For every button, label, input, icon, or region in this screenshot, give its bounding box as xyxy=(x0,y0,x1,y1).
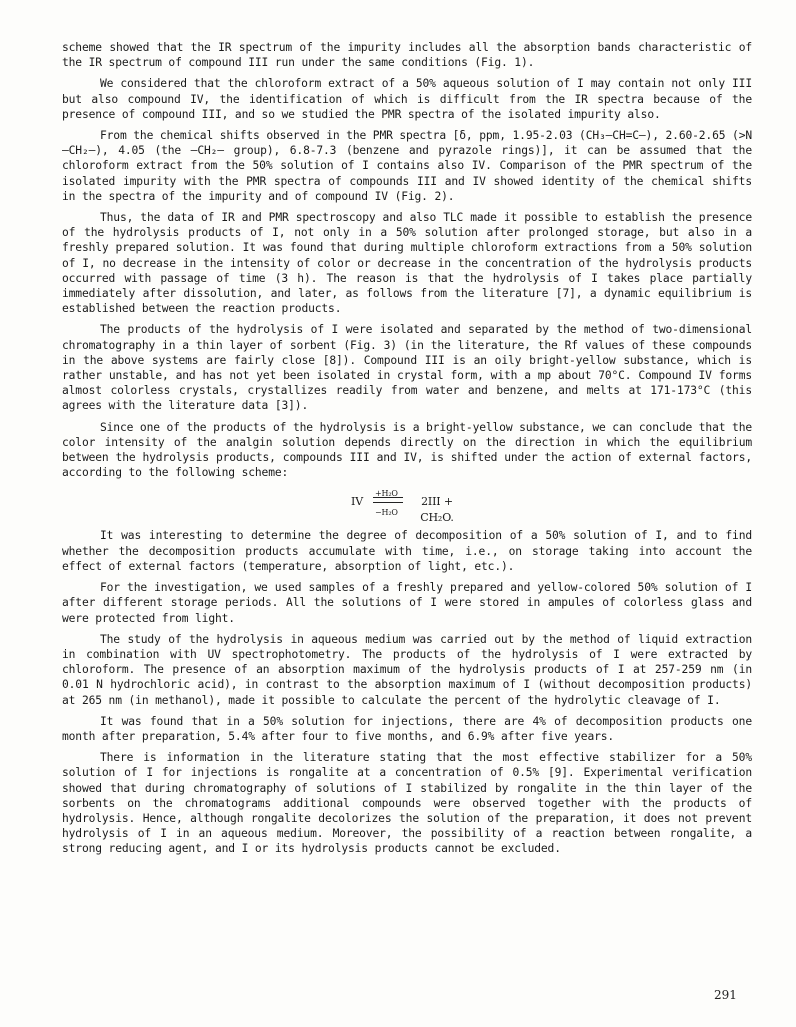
paragraph: Since one of the products of the hydrolysis is a bright-yellow substance, we can conclude that the color intensity of the analgin solution depends directly on the direction in which the equilibrium between the hydrolysis products, compounds III and IV, is shifted under the action of external factors, according to the following scheme: xyxy=(62,420,752,480)
paragraph: We considered that the chloroform extract of a 50% aqueous solution of I may contain not only III but also compound IV, the identification of which is difficult from the IR spectra because of the presence of compound III, and so we studied the PMR spectra of the isolated impurity also. xyxy=(62,77,752,121)
paragraph: There is information in the literature stating that the most effective stabilizer for a 50% solution of I for injections is rongalite at a concentration of 0.5% [9]. Experimental verification showed that during chromatography of solutions of I stabilized by rongalite in the thin layer of the sorbents on the chromatograms additional compounds were observed together with the products of hydrolysis. Hence, although rongalite decolorizes the solution of the preparation, it does not prevent hydrolysis of I in an aqueous medium. Moreover, the possibility of a reaction between rongalite, a strong reducing agent, and I or its hydrolysis products cannot be excluded. xyxy=(62,751,752,856)
paragraph: The products of the hydrolysis of I were isolated and separated by the method of two-dimensional chromatography in a thin layer of sorbent (Fig. 3) (in the literature, the Rf values of these compounds in the above systems are fairly close [8]). Compound III is an oily bright-yellow substance, which is rather unstable, and has not yet been isolated in crystal form, with a mp about 70°C. Compound IV forms almost colorless crystals, crystallizes readily from water and benzene, and melts at 171-173°C (this agrees with the literature data [3]). xyxy=(62,323,752,413)
equilibrium-arrow-icon xyxy=(373,486,405,516)
body-text xyxy=(62,40,752,863)
paragraph: It was interesting to determine the degree of decomposition of a 50% solution of I, and to find whether the decomposition products accumulate with time, i.e., on storage taking into account the effect of external factors (temperature, absorption of light, etc.). xyxy=(62,529,752,573)
paragraph: Thus, the data of IR and PMR spectroscopy and also TLC made it possible to establish the presence of the hydrolysis products of I, not only in a 50% solution after prolonged storage, but also in a freshly prepared solution. It was found that during multiple chloroform extractions from a 50% solution of I, no decrease in the intensity of color or decrease in the concentration of the hydrolysis products occurred with passage of time (3 h). The reason is that the hydrolysis of I takes place partially immediately after dissolution, and later, as follows from the literature [7], a dynamic equilibrium is established between the reaction products. xyxy=(62,211,752,316)
paragraph: The study of the hydrolysis in aqueous medium was carried out by the method of liquid extraction in combination with UV spectrophotometry. The products of the hydrolysis of I were extracted by chloroform. The presence of an absorption maximum of the hydrolysis products of I at 257-259 nm (in 0.01 N hydrochloric acid), in contrast to the absorption maximum of I (without decomposition products) at 265 nm (in methanol), made it possible to calculate the percent of the hydrolytic cleavage of I. xyxy=(62,632,752,707)
page-number: 291 xyxy=(714,988,737,1002)
reaction-scheme xyxy=(62,486,752,524)
paragraph: For the investigation, we used samples of a freshly prepared and yellow-colored 50% solution of I after different storage periods. All the solutions of I were stored in ampules of colorless glass and were protected from light. xyxy=(62,581,752,625)
scheme-above-label: +H₂O xyxy=(375,489,398,499)
scheme-below-label: −H₂O xyxy=(375,508,398,518)
scheme-reactant: IV xyxy=(351,495,363,509)
paragraph: From the chemical shifts observed in the PMR spectra [δ, ppm, 1.95-2.03 (CH₃—CH=C—), 2.60-2.65 (>N—CH₂—), 4.05 (the —CH₂— group), 6.8-7.3 (benzene and pyrazole rings)], it can be assumed that the chloroform extract from the 50% solution of I contains also IV. Comparison of the PMR spectrum of the isolated impurity with the PMR spectra of compounds III and IV showed identity of the chemical shifts in the spectra of the impurity and of compound IV (Fig. 2). xyxy=(62,129,752,203)
paragraph: scheme showed that the IR spectrum of the impurity includes all the absorption bands characteristic of the IR spectrum of compound III run under the same conditions (Fig. 1). xyxy=(62,41,752,70)
paragraph: It was found that in a 50% solution for injections, there are 4% of decomposition products one month after preparation, 5.4% after four to five months, and 6.9% after five years. xyxy=(62,714,752,743)
scheme-products: 2III + CH₂O. xyxy=(420,495,454,524)
